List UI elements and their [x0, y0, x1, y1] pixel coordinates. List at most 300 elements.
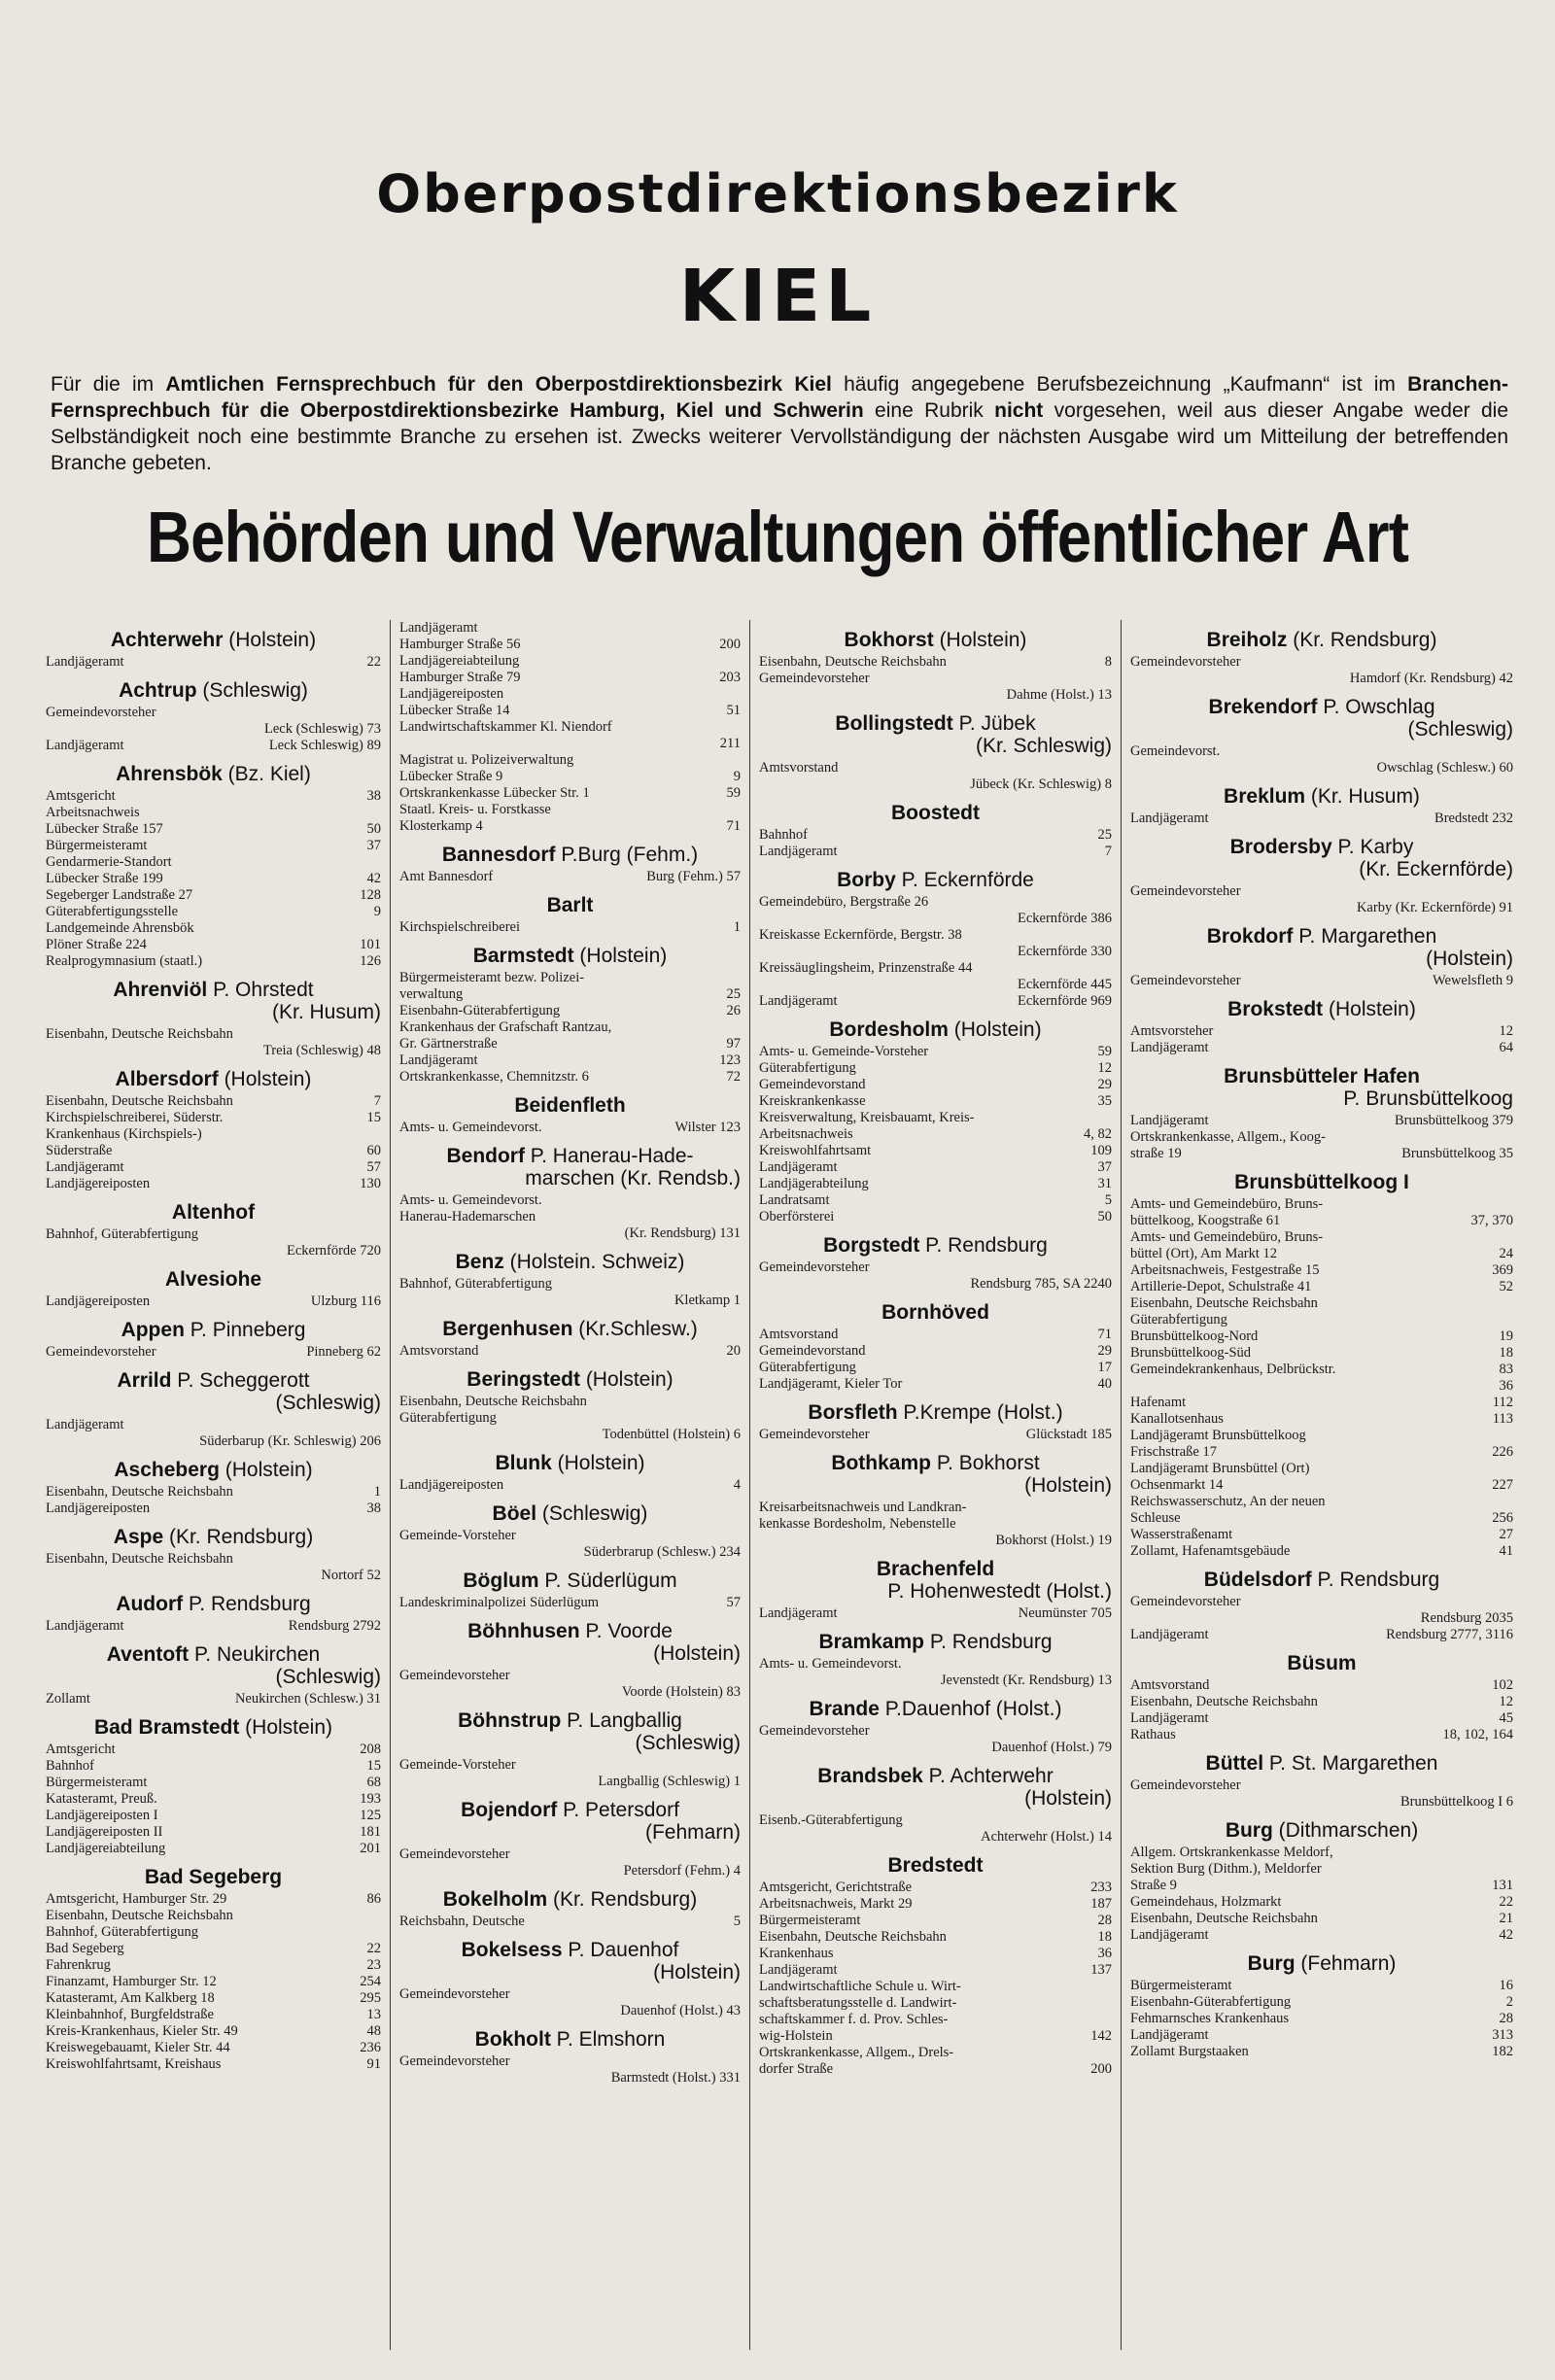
directory-entry — [1130, 1461, 1513, 1477]
directory-entry — [46, 654, 381, 671]
entry-number: Dauenhof (Holst.) 43 — [620, 2003, 741, 2018]
entry-number: 60 — [366, 1143, 381, 1158]
directory-entry — [759, 1605, 1112, 1622]
town-heading — [1130, 998, 1513, 1020]
entry-name: Oberförsterei — [759, 1209, 835, 1224]
town-heading — [759, 1765, 1112, 1810]
directory-entry — [759, 1740, 1112, 1756]
entry-name: Hanerau-Hademarschen — [399, 1209, 536, 1224]
town-name: Bornhöved — [881, 1301, 989, 1324]
directory-entry — [1130, 1694, 1513, 1710]
entry-name: Gendarmerie-Standort — [46, 854, 172, 870]
directory-entry — [759, 776, 1112, 793]
town-heading — [46, 979, 381, 1023]
entry-number: 68 — [366, 1775, 381, 1790]
directory-entry — [46, 1824, 381, 1841]
town-name: Ahrensbök — [116, 763, 223, 785]
directory-entry — [759, 977, 1112, 993]
entry-number: 21 — [1499, 1911, 1513, 1926]
directory-entry — [759, 1126, 1112, 1143]
town-name: Altenhof — [171, 1201, 256, 1224]
town-name: Aspe — [113, 1526, 164, 1548]
entry-name: Kreis-Krankenhaus, Kieler Str. 49 — [46, 2023, 238, 2039]
district-heading: Oberpostdirektionsbezirk — [376, 163, 1179, 224]
entry-name: Klosterkamp 4 — [399, 818, 483, 834]
town-heading — [46, 1068, 381, 1090]
entry-number: 123 — [719, 1052, 741, 1068]
entry-name: Gemeindevorsteher — [46, 1344, 156, 1360]
directory-entry — [46, 738, 381, 754]
town-name: Bad Bramstedt — [93, 1716, 240, 1739]
entry-name: Güterabfertigung — [399, 1410, 497, 1426]
town-heading — [1130, 925, 1513, 970]
entry-name: Artillerie-Depot, Schulstraße 41 — [1130, 1279, 1312, 1294]
town-postal-note: (Schleswig) — [536, 1502, 648, 1525]
entry-name: Amtsgericht, Hamburger Str. 29 — [46, 1891, 227, 1907]
directory-entry — [759, 844, 1112, 860]
directory-entry — [46, 1941, 381, 1957]
town-postal-note: (Kr. Rendsburg) — [163, 1526, 314, 1548]
directory-entry — [1130, 1428, 1513, 1444]
entry-name: Kreisarbeitsnachweis und Landkran- — [759, 1500, 967, 1515]
entry-number: 72 — [726, 1069, 741, 1085]
town-postal-note: (Bz. Kiel) — [222, 763, 311, 785]
entry-name: Amtsgericht — [46, 1742, 116, 1757]
town-heading — [399, 945, 741, 967]
entry-number: Petersdorf (Fehm.) 4 — [623, 1863, 741, 1879]
entry-number: 40 — [1097, 1376, 1112, 1392]
directory-entry — [1130, 1794, 1513, 1811]
directory-entry — [46, 1126, 381, 1143]
directory-entry — [399, 1863, 741, 1880]
directory-entry — [399, 1343, 741, 1360]
directory-entry — [1130, 671, 1513, 687]
entry-number: 208 — [360, 1742, 381, 1757]
entry-number: 18, 102, 164 — [1442, 1727, 1513, 1742]
entry-number: 41 — [1499, 1543, 1513, 1559]
entry-name: Staatl. Kreis- u. Forstkasse — [399, 802, 551, 817]
directory-entry — [399, 1019, 741, 1036]
entry-number: Barmstedt (Holst.) 331 — [610, 2070, 741, 2086]
town-name: Brande — [809, 1698, 880, 1720]
entry-name: Brunsbüttelkoog-Nord — [1130, 1328, 1259, 1344]
town-name: Böhnhusen — [467, 1620, 580, 1642]
entry-name: Frischstraße 17 — [1130, 1444, 1217, 1460]
town-name: Büttel — [1205, 1752, 1264, 1775]
entry-name: Kleinbahnhof, Burgfeldstraße — [46, 2007, 214, 2022]
entry-name: Kreiswohlfahrtsamt, Kreishaus — [46, 2056, 222, 2072]
entry-number: 187 — [1090, 1896, 1112, 1912]
directory-entry — [1130, 1129, 1513, 1146]
directory-entry — [1130, 1978, 1513, 1994]
entry-number: 1 — [733, 919, 741, 935]
town-postal-note: P. Rendsburg — [924, 1631, 1053, 1653]
entry-name: Gemeindehaus, Holzmarkt — [1130, 1894, 1282, 1910]
directory-entry — [46, 1143, 381, 1159]
entry-number: Voorde (Holstein) 83 — [621, 1684, 741, 1700]
entry-number: Leck Schleswig) 89 — [268, 738, 381, 753]
town-heading — [759, 1018, 1112, 1041]
town-heading — [1130, 1819, 1513, 1842]
entry-name: Ortskrankenkasse, Chemnitzstr. 6 — [399, 1069, 589, 1085]
entry-name: Landjägeramt — [759, 1159, 838, 1175]
town-name: Brokdorf — [1206, 925, 1294, 948]
entry-name: Eisenbahn, Deutsche Reichsbahn — [1130, 1911, 1318, 1926]
entry-name: Gemeindevorsteher — [399, 1668, 510, 1683]
town-name: Albersdorf — [115, 1068, 219, 1090]
directory-entry — [46, 705, 381, 721]
town-heading — [46, 1643, 381, 1688]
directory-entry — [759, 1723, 1112, 1740]
directory-entry — [46, 821, 381, 838]
directory-entry — [1130, 1113, 1513, 1129]
town-heading — [759, 869, 1112, 891]
town-postal-note: (Dithmarschen) — [1272, 1819, 1419, 1842]
town-district-note: (Holstein) — [1024, 1474, 1112, 1497]
entry-name: Landjägeramt, Kieler Tor — [759, 1376, 903, 1392]
town-name: Ascheberg — [114, 1459, 220, 1481]
entry-number: Owschlag (Schlesw.) 60 — [1376, 760, 1513, 776]
entry-number: 37 — [366, 838, 381, 853]
entry-name: Landjägeramt — [1130, 1040, 1209, 1055]
town-heading — [399, 1251, 741, 1273]
directory-entry — [759, 1110, 1112, 1126]
town-heading — [399, 844, 741, 866]
town-postal-note: P. Margarethen — [1293, 925, 1437, 948]
town-heading — [46, 1268, 381, 1291]
entry-name: Gemeindevorsteher — [1130, 883, 1241, 899]
town-heading — [46, 1319, 381, 1341]
entry-name: Güterabfertigung — [759, 1360, 856, 1375]
town-name: Benz — [455, 1251, 504, 1273]
entry-number: Eckernförde 330 — [1017, 944, 1112, 959]
entry-name: Gemeindevorst. — [1130, 743, 1221, 759]
town-name: Böhnstrup — [458, 1709, 562, 1732]
directory-entry — [46, 1026, 381, 1043]
directory-entry — [46, 1841, 381, 1857]
entry-number: 42 — [366, 871, 381, 886]
directory-entry — [759, 1060, 1112, 1077]
directory-entry — [46, 1417, 381, 1433]
town-district-note: (Fehmarn) — [644, 1821, 741, 1844]
town-postal-note: P. Bokhorst — [931, 1452, 1040, 1474]
entry-number: 25 — [726, 986, 741, 1002]
town-name: Bojendorf — [461, 1799, 558, 1821]
entry-name: Arbeitsnachweis — [46, 805, 140, 820]
town-postal-note: P. Neukirchen — [189, 1643, 321, 1666]
directory-entry — [399, 1986, 741, 2003]
directory-entry — [1130, 1878, 1513, 1894]
directory-entry — [399, 1052, 741, 1069]
directory-entry — [46, 1433, 381, 1450]
entry-name: dorfer Straße — [759, 2061, 834, 2077]
directory-entry — [1130, 1777, 1513, 1794]
entry-name: Eisenbahn, Deutsche Reichsbahn — [46, 1026, 233, 1042]
entry-number: 57 — [366, 1159, 381, 1175]
entry-number: 50 — [366, 821, 381, 837]
directory-entry — [46, 1243, 381, 1259]
directory-entry — [1130, 1279, 1513, 1295]
entry-name: Landjägerabteilung — [759, 1176, 869, 1191]
town-district-note: (Schleswig) — [1407, 718, 1513, 741]
directory-entry — [46, 1500, 381, 1517]
directory-entry — [1130, 1395, 1513, 1411]
town-district-note: marschen (Kr. Rendsb.) — [525, 1167, 741, 1190]
entry-number: Langballig (Schleswig) 1 — [598, 1774, 741, 1789]
entry-name: Landjägereiposten — [46, 1293, 151, 1309]
directory-entry — [1130, 1312, 1513, 1328]
entry-name: schaftsberatungsstelle d. Landwirt- — [759, 1995, 957, 2011]
directory-entry — [759, 827, 1112, 844]
entry-name: Wasserstraßenamt — [1130, 1527, 1233, 1542]
entry-name: Gemeindevorsteher — [759, 671, 870, 686]
entry-name: Landwirtschaftskammer Kl. Niendorf — [399, 719, 612, 735]
town-name: Brachenfeld — [876, 1558, 995, 1580]
town-postal-note: P. Ohrstedt — [207, 979, 314, 1001]
directory-entry — [46, 1344, 381, 1361]
entry-number: Brunsbüttelkoog 35 — [1401, 1146, 1513, 1161]
town-name: Bannesdorf — [441, 844, 556, 866]
directory-entry — [1130, 973, 1513, 989]
entry-name: Eisenbahn, Deutsche Reichsbahn — [46, 1551, 233, 1567]
town-name: Büsum — [1287, 1652, 1357, 1674]
entry-number: Nortorf 52 — [321, 1568, 381, 1583]
directory-entry — [1130, 1229, 1513, 1246]
town-heading — [399, 1620, 741, 1665]
directory-entry — [46, 1924, 381, 1941]
directory-entry — [1130, 1444, 1513, 1461]
entry-number: 226 — [1492, 1444, 1513, 1460]
directory-entry — [759, 911, 1112, 927]
entry-number: 200 — [719, 637, 741, 652]
directory-entry — [46, 1110, 381, 1126]
town-postal-note: P. Rendsburg — [1311, 1569, 1440, 1591]
entry-name: Eisenbahn, Deutsche Reichsbahn — [1130, 1694, 1318, 1709]
directory-entry — [46, 1568, 381, 1584]
directory-entry — [399, 2003, 741, 2019]
directory-entry — [1130, 2011, 1513, 2027]
entry-number: 86 — [366, 1891, 381, 1907]
entry-number: Pinneberg 62 — [306, 1344, 381, 1360]
entry-name: Landjägereiposten — [46, 1176, 151, 1191]
town-postal-note: P. Pinneberg — [184, 1319, 306, 1341]
entry-name: verwaltung — [399, 986, 464, 1002]
entry-number: Burg (Fehm.) 57 — [646, 869, 741, 884]
entry-name: Landjägeramt — [46, 1159, 124, 1175]
entry-name: Landjägereiposten — [46, 1500, 151, 1516]
column-1 — [37, 620, 390, 2350]
town-heading — [759, 1854, 1112, 1877]
directory-entry — [399, 620, 741, 637]
entry-name: Rathaus — [1130, 1727, 1176, 1742]
entry-number: 1 — [373, 1484, 381, 1500]
entry-number: 35 — [1097, 1093, 1112, 1109]
entry-name: Landjägeramt — [1130, 1710, 1209, 1726]
directory-entry — [1130, 900, 1513, 916]
entry-name: Lübecker Straße 14 — [399, 703, 510, 718]
entry-name: Gemeinde-Vorsteher — [399, 1528, 516, 1543]
town-heading — [399, 1888, 741, 1911]
town-heading — [46, 1201, 381, 1224]
town-heading — [759, 1631, 1112, 1653]
entry-name: Ortskrankenkasse, Allgem., Drels- — [759, 2045, 954, 2060]
entry-number: 12 — [1499, 1694, 1513, 1709]
directory-entry — [399, 1427, 741, 1443]
town-heading — [759, 1301, 1112, 1324]
directory-entry — [1130, 760, 1513, 776]
entry-number: 36 — [1499, 1378, 1513, 1394]
column-3 — [749, 620, 1121, 2350]
entry-name: Bahnhof, Güterabfertigung — [399, 1276, 553, 1292]
entry-number: Eckernförde 969 — [1017, 993, 1112, 1009]
entry-name: Eisenbahn, Deutsche Reichsbahn — [46, 1093, 233, 1109]
town-heading — [399, 1799, 741, 1844]
town-name: Ahrenviöl — [113, 979, 208, 1001]
town-name: Böel — [492, 1502, 537, 1525]
entry-name: Katasteramt, Am Kalkberg 18 — [46, 1990, 215, 2006]
entry-number: 51 — [726, 703, 741, 718]
directory-entry — [46, 1043, 381, 1059]
entry-number: 28 — [1097, 1913, 1112, 1928]
entry-name: Hafenamt — [1130, 1395, 1187, 1410]
entry-number: Bokhorst (Holst.) 19 — [995, 1533, 1112, 1548]
directory-entry — [759, 1673, 1112, 1689]
entry-name: Gemeindevorsteher — [1130, 1777, 1241, 1793]
directory-entry — [759, 944, 1112, 960]
directory-entry — [399, 802, 741, 818]
entry-number: 125 — [360, 1808, 381, 1823]
entry-name: Kreiswegebauamt, Kieler Str. 44 — [46, 2040, 230, 2055]
town-heading — [1130, 1065, 1513, 1110]
entry-number: Todenbüttel (Holstein) 6 — [602, 1427, 741, 1442]
entry-number: 5 — [1104, 1192, 1112, 1208]
town-heading — [759, 1698, 1112, 1720]
directory-entry — [1130, 1023, 1513, 1040]
directory-entry — [399, 1757, 741, 1774]
town-name: Beringstedt — [466, 1368, 580, 1391]
directory-entry — [759, 927, 1112, 944]
entry-number: Treia (Schleswig) 48 — [262, 1043, 381, 1058]
directory-entry — [399, 818, 741, 835]
entry-name: Lübecker Straße 199 — [46, 871, 163, 886]
town-name: Bad Segeberg — [144, 1866, 283, 1888]
town-district-note: (Kr. Husum) — [271, 1001, 381, 1023]
directory-entry — [46, 1484, 381, 1500]
entry-name: Gemeindevorsteher — [399, 1986, 510, 2002]
town-name: Bredstedt — [887, 1854, 984, 1877]
entry-name: Kreiskrankenkasse — [759, 1093, 866, 1109]
directory-entry — [759, 1946, 1112, 1962]
entry-number: 12 — [1097, 1060, 1112, 1076]
town-heading — [46, 629, 381, 651]
town-name: Bokelsess — [461, 1939, 563, 1961]
directory-entry — [759, 1829, 1112, 1845]
town-postal-note: (Kr. Husum) — [1305, 785, 1420, 808]
town-district-note: (Schleswig) — [275, 1392, 381, 1414]
entry-name: Gemeindevorsteher — [1130, 1594, 1241, 1609]
directory-entry — [1130, 1494, 1513, 1510]
town-name: Blunk — [495, 1452, 552, 1474]
town-heading — [399, 1452, 741, 1474]
entry-number: 109 — [1090, 1143, 1112, 1158]
directory-entry — [759, 2061, 1112, 2078]
entry-name: Fahrenkrug — [46, 1957, 111, 1973]
town-name: Borby — [837, 869, 896, 891]
directory-entry — [1130, 1196, 1513, 1213]
directory-entry — [1130, 1362, 1513, 1378]
entry-number: Rendsburg 2035 — [1420, 1610, 1513, 1626]
entry-number: 97 — [726, 1036, 741, 1052]
entry-name: Landjägereiposten — [399, 1477, 504, 1493]
directory-entry — [399, 637, 741, 653]
town-district-note: (Holstein) — [1024, 1787, 1112, 1810]
entry-number: 20 — [726, 1343, 741, 1359]
entry-name: Straße 9 — [1130, 1878, 1177, 1893]
entry-number: 236 — [360, 2040, 381, 2055]
directory-entry — [759, 687, 1112, 704]
entry-number: 25 — [1097, 827, 1112, 843]
town-name: Bokelholm — [442, 1888, 548, 1911]
directory-entry — [46, 805, 381, 821]
town-heading — [46, 1369, 381, 1414]
entry-name: Segeberger Landstraße 27 — [46, 887, 193, 903]
directory-entry — [399, 1394, 741, 1410]
entry-number: 254 — [360, 1974, 381, 1989]
entry-number: 295 — [360, 1990, 381, 2006]
column-2 — [390, 620, 749, 2350]
town-district-note: (Holstein) — [653, 1961, 741, 1983]
entry-name: Landjägeramt — [1130, 1627, 1209, 1642]
directory-entry — [399, 1668, 741, 1684]
entry-name: Landjägeramt — [1130, 1113, 1209, 1128]
directory-entry — [46, 1974, 381, 1990]
entry-number: Ulzburg 116 — [310, 1293, 381, 1309]
directory-entry — [1130, 1527, 1513, 1543]
entry-number: 29 — [1097, 1343, 1112, 1359]
directory-entry — [46, 1990, 381, 2007]
town-heading — [759, 629, 1112, 651]
entry-number: 102 — [1492, 1677, 1513, 1693]
directory-entry — [1130, 1146, 1513, 1162]
entry-name: Eisenbahn, Deutsche Reichsbahn — [399, 1394, 587, 1409]
town-postal-note: P. Voorde — [579, 1620, 673, 1642]
town-name: Arrild — [117, 1369, 172, 1392]
entry-number: Jevenstedt (Kr. Rendsburg) 13 — [940, 1673, 1112, 1688]
town-heading — [399, 1145, 741, 1190]
town-name: Burg — [1247, 1952, 1296, 1975]
entry-name: Amts- und Gemeindebüro, Bruns- — [1130, 1196, 1324, 1212]
directory-entry — [46, 1891, 381, 1908]
entry-number: 19 — [1499, 1328, 1513, 1344]
directory-entry — [1130, 1911, 1513, 1927]
directory-entry — [759, 1343, 1112, 1360]
entry-number: 22 — [1499, 1894, 1513, 1910]
entry-name: Landjägeramt — [46, 1618, 124, 1634]
directory-entry — [759, 1516, 1112, 1533]
town-heading — [399, 1318, 741, 1340]
entry-name: Landjägeramt — [399, 620, 478, 636]
town-heading — [1130, 629, 1513, 651]
town-name: Brunsbüttelkoog I — [1234, 1171, 1409, 1193]
entry-number: Rendsburg 785, SA 2240 — [970, 1276, 1112, 1292]
town-postal-note: P. St. Margarethen — [1263, 1752, 1438, 1775]
directory-entry — [759, 654, 1112, 671]
town-postal-note: P. Dauenhof — [562, 1939, 679, 1961]
entry-name: Amts- und Gemeindebüro, Bruns- — [1130, 1229, 1324, 1245]
entry-number: 126 — [360, 953, 381, 969]
entry-number: 203 — [719, 670, 741, 685]
entry-number: 369 — [1492, 1262, 1513, 1278]
